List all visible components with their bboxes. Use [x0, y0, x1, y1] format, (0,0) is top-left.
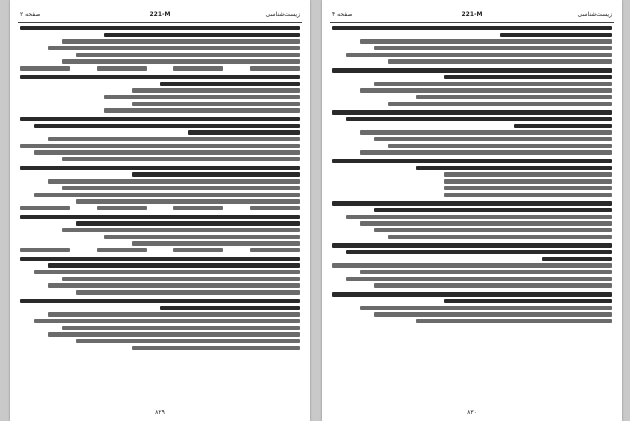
page-body-text	[332, 26, 612, 403]
page-footer-number: ۸۲۹	[155, 409, 165, 416]
header-page-number: صفحه ۲	[20, 11, 41, 18]
header-code: 221-M	[461, 11, 483, 18]
page-footer-number: ۸۳۰	[467, 409, 477, 416]
document-page-left	[10, 0, 310, 421]
page-body-text	[20, 26, 300, 403]
header-subject: زیست‌شناسی	[265, 11, 300, 18]
header-code: 221-M	[149, 11, 171, 18]
document-page-right	[322, 0, 622, 421]
header-subject: زیست‌شناسی	[577, 11, 612, 18]
page-header	[18, 8, 302, 23]
page-header	[330, 8, 614, 23]
header-page-number: صفحه ۴	[332, 11, 353, 18]
